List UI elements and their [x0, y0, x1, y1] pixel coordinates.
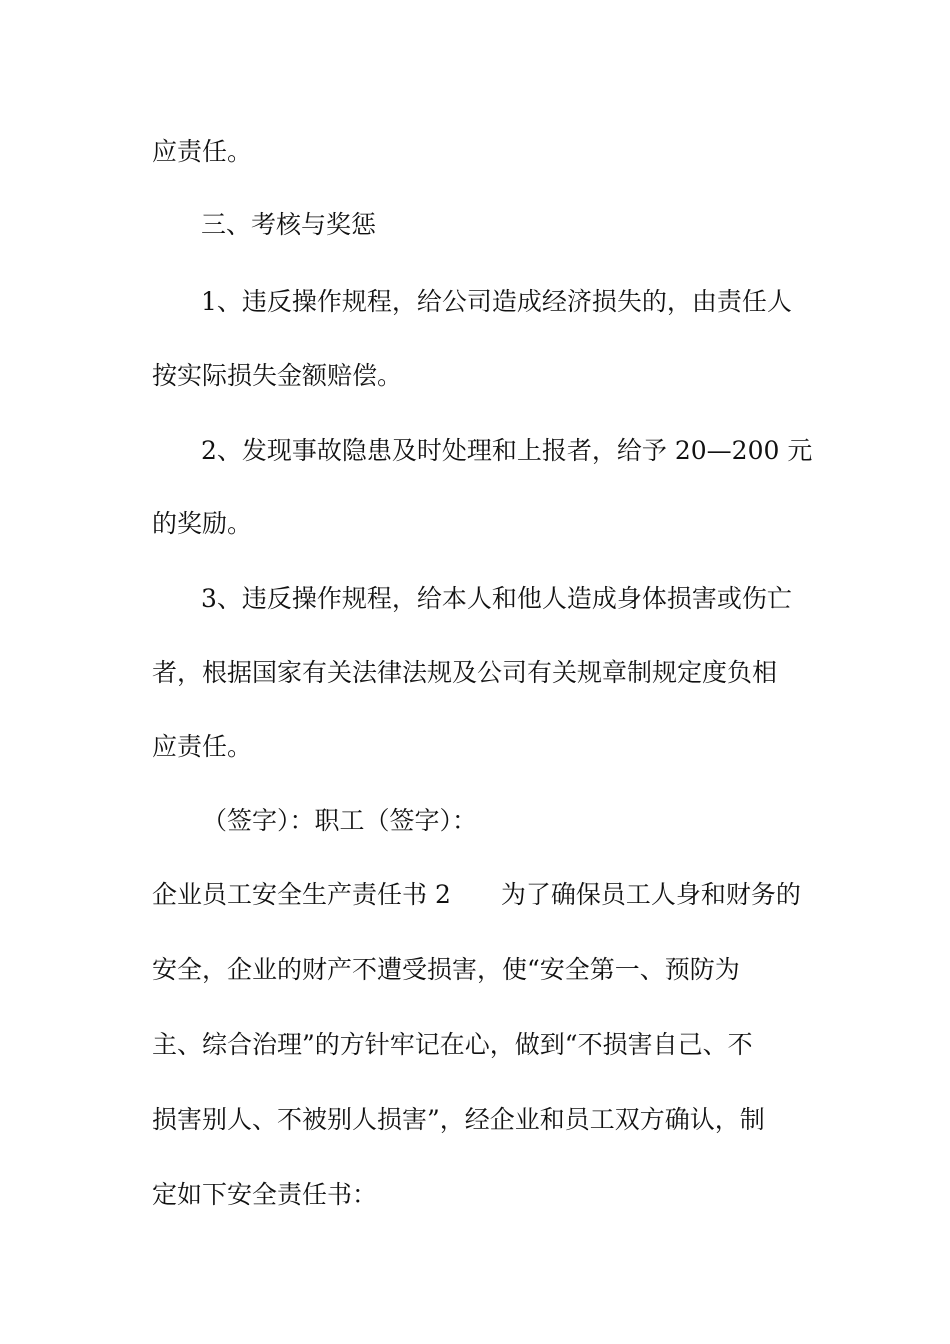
text-line: 2、发现事故隐患及时处理和上报者，给予 20—200 元	[201, 436, 813, 465]
text-line: 应责任。	[152, 137, 253, 166]
text-line: 安全，企业的财产不遭受损害，使“安全第一、预防为	[152, 955, 740, 984]
text-line: 的奖励。	[152, 509, 253, 538]
text-line: 定如下安全责任书：	[152, 1180, 378, 1209]
signature-line: （签字）：职工（签字）：	[202, 806, 478, 835]
text-line: 1、违反操作规程，给公司造成经济损失的，由责任人	[201, 287, 792, 316]
document-title-line: 企业员工安全生产责任书 2 为了确保员工人身和财务的	[152, 880, 801, 909]
text-line: 主、综合治理”的方针牢记在心，做到“不损害自己、不	[152, 1030, 753, 1059]
section-heading: 三、考核与奖惩	[201, 210, 377, 239]
text-line: 损害别人、不被别人损害”，经企业和员工双方确认，制	[152, 1105, 765, 1134]
text-line: 应责任。	[152, 732, 253, 761]
text-line: 者，根据国家有关法律法规及公司有关规章制规定度负相	[152, 658, 778, 687]
text-line: 按实际损失金额赔偿。	[152, 361, 403, 390]
text-line: 3、违反操作规程，给本人和他人造成身体损害或伤亡	[201, 584, 792, 613]
